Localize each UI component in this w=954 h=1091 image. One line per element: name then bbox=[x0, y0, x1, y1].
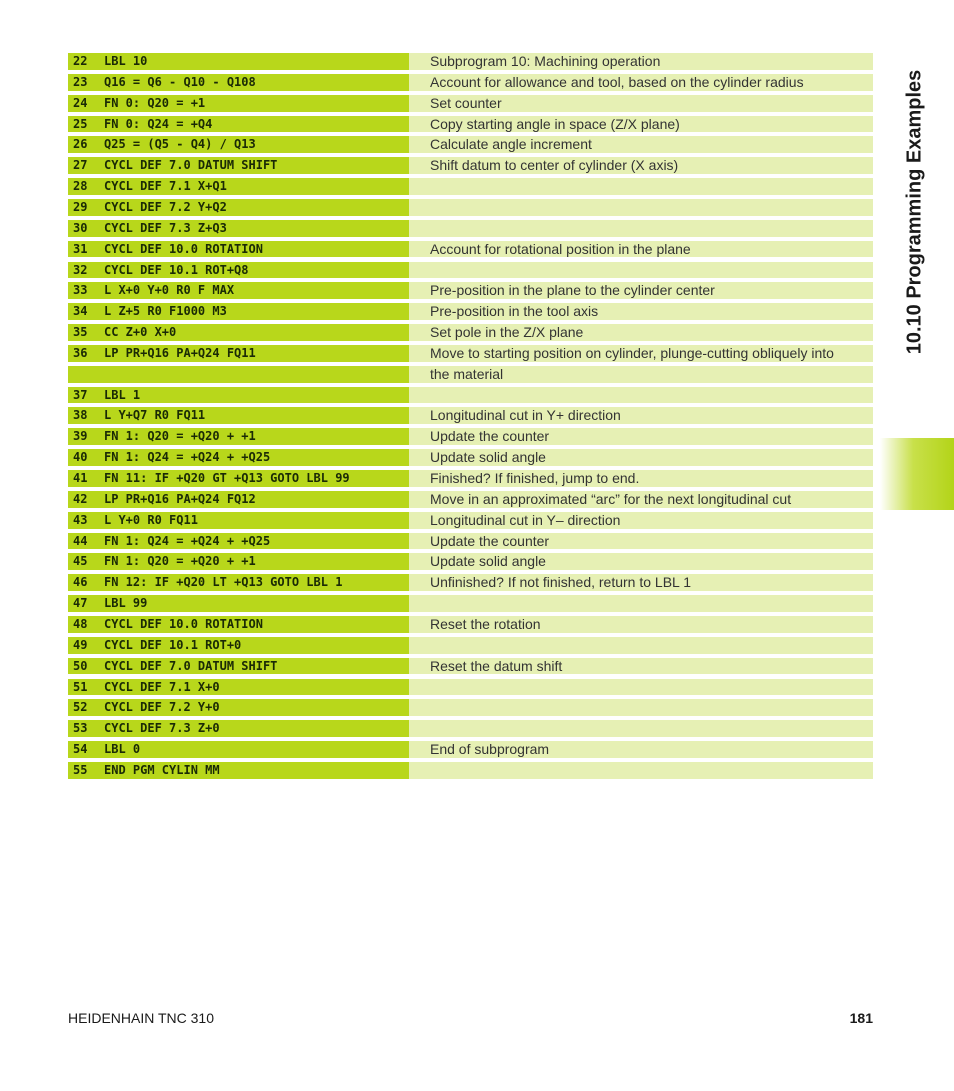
nc-code-cell bbox=[68, 533, 409, 550]
nc-block-text: LBL 10 bbox=[104, 54, 148, 68]
nc-code-cell bbox=[68, 491, 409, 508]
nc-code-cell bbox=[68, 95, 409, 112]
nc-block-text: FN 1: Q24 = +Q24 + +Q25 bbox=[104, 533, 271, 548]
nc-block-text: LBL 99 bbox=[104, 596, 148, 611]
description-text: Move in an approximated “arc” for the next longitudinal cut bbox=[430, 490, 792, 507]
description-cell bbox=[409, 449, 873, 466]
line-number: 34 bbox=[73, 304, 88, 319]
nc-code-cell bbox=[68, 720, 409, 737]
nc-block-text: CYCL DEF 7.1 X+0 bbox=[104, 679, 220, 694]
nc-code-cell bbox=[68, 595, 409, 612]
nc-block-text: CYCL DEF 7.3 Z+Q3 bbox=[104, 220, 227, 235]
program-line bbox=[68, 741, 873, 758]
nc-block-text: CYCL DEF 7.2 Y+Q2 bbox=[104, 199, 227, 214]
description-cell bbox=[409, 199, 873, 216]
program-line bbox=[68, 407, 873, 424]
nc-code-cell bbox=[68, 262, 409, 279]
description-cell bbox=[409, 303, 873, 320]
page-number: 181 bbox=[849, 1010, 873, 1026]
nc-block-text: FN 12: IF +Q20 LT +Q13 GOTO LBL 1 bbox=[104, 575, 343, 590]
program-line bbox=[68, 95, 873, 112]
description-text: Account for rotational position in the plane bbox=[430, 240, 691, 257]
program-line bbox=[68, 553, 873, 570]
description-cell bbox=[409, 512, 873, 529]
program-line bbox=[68, 637, 873, 654]
nc-block-text: FN 1: Q20 = +Q20 + +1 bbox=[104, 554, 256, 569]
line-number: 43 bbox=[73, 512, 88, 527]
program-line bbox=[68, 449, 873, 466]
nc-block-text: Q25 = (Q5 - Q4) / Q13 bbox=[104, 137, 256, 152]
program-line bbox=[68, 574, 873, 591]
nc-block-text: FN 1: Q24 = +Q24 + +Q25 bbox=[104, 450, 271, 465]
line-number: 22 bbox=[73, 54, 88, 68]
nc-code-cell bbox=[68, 116, 409, 133]
line-number: 30 bbox=[73, 220, 88, 235]
line-number: 24 bbox=[73, 95, 88, 110]
description-text: the material bbox=[430, 365, 504, 382]
description-text: Reset the datum shift bbox=[430, 657, 563, 674]
description-cell bbox=[409, 116, 873, 133]
section-title bbox=[895, 52, 935, 372]
description-cell bbox=[409, 366, 873, 383]
line-number: 47 bbox=[73, 596, 88, 611]
nc-block-text: CYCL DEF 7.0 DATUM SHIFT bbox=[104, 658, 278, 673]
nc-code-cell bbox=[68, 616, 409, 633]
nc-block-text: CYCL DEF 7.1 X+Q1 bbox=[104, 179, 227, 194]
line-number: 23 bbox=[73, 74, 88, 89]
nc-block-text: FN 11: IF +Q20 GT +Q13 GOTO LBL 99 bbox=[104, 471, 350, 485]
description-cell bbox=[409, 95, 873, 112]
description-cell bbox=[409, 178, 873, 195]
description-cell bbox=[409, 53, 873, 70]
program-line bbox=[68, 324, 873, 341]
description-text: Update solid angle bbox=[430, 449, 546, 466]
line-number: 51 bbox=[73, 679, 88, 694]
nc-code-cell bbox=[68, 679, 409, 696]
description-cell bbox=[409, 220, 873, 237]
description-cell bbox=[409, 241, 873, 258]
nc-block-text: END PGM CYLIN MM bbox=[104, 762, 220, 777]
line-number: 44 bbox=[73, 533, 88, 548]
description-cell bbox=[409, 157, 873, 174]
program-line bbox=[68, 658, 873, 675]
program-line bbox=[68, 282, 873, 299]
nc-block-text: CYCL DEF 7.0 DATUM SHIFT bbox=[104, 158, 278, 173]
description-cell bbox=[409, 637, 873, 654]
line-number: 50 bbox=[73, 658, 88, 673]
description-cell bbox=[409, 282, 873, 299]
nc-code-cell bbox=[68, 178, 409, 195]
description-cell bbox=[409, 658, 873, 675]
section-tab-marker bbox=[880, 438, 954, 510]
nc-code-cell bbox=[68, 199, 409, 216]
program-line bbox=[68, 762, 873, 779]
nc-block-text: Q16 = Q6 - Q10 - Q108 bbox=[104, 74, 256, 89]
description-cell bbox=[409, 595, 873, 612]
nc-block-text: LP PR+Q16 PA+Q24 FQ12 bbox=[104, 491, 256, 506]
description-text: End of subprogram bbox=[430, 741, 550, 758]
description-text: Pre-position in the tool axis bbox=[430, 303, 599, 320]
program-line bbox=[68, 595, 873, 612]
description-cell bbox=[409, 741, 873, 758]
description-cell bbox=[409, 407, 873, 424]
nc-code-cell bbox=[68, 157, 409, 174]
line-number: 35 bbox=[73, 325, 88, 340]
description-text: Move to starting position on cylinder, plunge-cutting obliquely into bbox=[430, 344, 834, 361]
line-number: 37 bbox=[73, 387, 88, 402]
nc-code-cell bbox=[68, 53, 409, 70]
description-cell bbox=[409, 262, 873, 279]
nc-block-text: CYCL DEF 10.0 ROTATION bbox=[104, 241, 263, 256]
program-line bbox=[68, 470, 873, 487]
description-text: Subprogram 10: Machining operation bbox=[430, 53, 661, 69]
line-number: 52 bbox=[73, 700, 88, 715]
nc-code-cell bbox=[68, 136, 409, 153]
description-text: Finished? If finished, jump to end. bbox=[430, 470, 640, 486]
program-line bbox=[68, 116, 873, 133]
line-number: 48 bbox=[73, 616, 88, 631]
description-text: Shift datum to center of cylinder (X axis) bbox=[430, 157, 679, 174]
line-number: 31 bbox=[73, 241, 88, 256]
line-number: 28 bbox=[73, 179, 88, 194]
nc-block-text: FN 1: Q20 = +Q20 + +1 bbox=[104, 429, 256, 444]
description-text: Pre-position in the plane to the cylinder center bbox=[430, 282, 715, 299]
description-cell bbox=[409, 345, 873, 362]
program-line bbox=[68, 679, 873, 696]
description-text: Copy starting angle in space (Z/X plane) bbox=[430, 115, 680, 132]
nc-code-cell bbox=[68, 553, 409, 570]
description-text: Unfinished? If not finished, return to LBL 1 bbox=[430, 574, 691, 591]
line-number: 40 bbox=[73, 450, 88, 465]
description-cell bbox=[409, 324, 873, 341]
line-number: 25 bbox=[73, 116, 88, 131]
nc-code-cell bbox=[68, 407, 409, 424]
nc-code-cell bbox=[68, 387, 409, 404]
line-number: 27 bbox=[73, 158, 88, 173]
nc-block-text: FN 0: Q24 = +Q4 bbox=[104, 116, 213, 131]
description-text: Update solid angle bbox=[430, 553, 546, 570]
nc-code-cell bbox=[68, 324, 409, 341]
program-line bbox=[68, 720, 873, 737]
nc-code-cell bbox=[68, 699, 409, 716]
program-line bbox=[68, 387, 873, 404]
line-number: 41 bbox=[73, 471, 88, 485]
line-number: 46 bbox=[73, 575, 88, 590]
description-cell bbox=[409, 428, 873, 445]
nc-block-text: CYCL DEF 7.3 Z+0 bbox=[104, 721, 220, 736]
nc-block-text: LP PR+Q16 PA+Q24 FQ11 bbox=[104, 345, 256, 360]
nc-code-cell bbox=[68, 345, 409, 362]
program-line bbox=[68, 345, 873, 362]
program-line bbox=[68, 699, 873, 716]
description-text: Longitudinal cut in Y– direction bbox=[430, 511, 621, 528]
program-line bbox=[68, 512, 873, 529]
description-cell bbox=[409, 74, 873, 91]
description-cell bbox=[409, 470, 873, 487]
description-cell bbox=[409, 533, 873, 550]
nc-code-cell bbox=[68, 762, 409, 779]
program-line bbox=[68, 303, 873, 320]
description-cell bbox=[409, 699, 873, 716]
nc-code-cell bbox=[68, 366, 409, 383]
nc-block-text: FN 0: Q20 = +1 bbox=[104, 95, 206, 110]
line-number: 55 bbox=[73, 762, 88, 777]
nc-block-text: L Z+5 R0 F1000 M3 bbox=[104, 304, 227, 319]
description-cell bbox=[409, 574, 873, 591]
nc-block-text: L Y+Q7 R0 FQ11 bbox=[104, 408, 206, 423]
description-text: Account for allowance and tool, based on the cylinder radius bbox=[430, 73, 804, 90]
nc-code-cell bbox=[68, 741, 409, 758]
program-line bbox=[68, 262, 873, 279]
line-number: 39 bbox=[73, 429, 88, 444]
program-line bbox=[68, 533, 873, 550]
line-number: 49 bbox=[73, 637, 88, 652]
line-number: 42 bbox=[73, 491, 88, 506]
program-line bbox=[68, 157, 873, 174]
line-number: 54 bbox=[73, 742, 88, 757]
nc-block-text: L Y+0 R0 FQ11 bbox=[104, 512, 198, 527]
line-number: 38 bbox=[73, 408, 88, 423]
program-line bbox=[68, 428, 873, 445]
line-number: 33 bbox=[73, 283, 88, 298]
description-text: Longitudinal cut in Y+ direction bbox=[430, 407, 621, 424]
nc-block-text: L X+0 Y+0 R0 F MAX bbox=[104, 283, 235, 298]
nc-code-cell bbox=[68, 574, 409, 591]
footer-product: HEIDENHAIN TNC 310 bbox=[68, 1010, 215, 1026]
nc-code-cell bbox=[68, 449, 409, 466]
nc-code-cell bbox=[68, 470, 409, 487]
description-cell bbox=[409, 762, 873, 779]
program-line bbox=[68, 199, 873, 216]
program-line bbox=[68, 220, 873, 237]
nc-block-text: LBL 1 bbox=[104, 387, 141, 402]
nc-block-text: CYCL DEF 10.0 ROTATION bbox=[104, 616, 263, 631]
nc-code-cell bbox=[68, 282, 409, 299]
program-line bbox=[68, 74, 873, 91]
nc-block-text: CYCL DEF 10.1 ROT+Q8 bbox=[104, 262, 249, 277]
program-line bbox=[68, 366, 873, 383]
description-text: Update the counter bbox=[430, 428, 550, 445]
program-line bbox=[68, 178, 873, 195]
description-cell bbox=[409, 387, 873, 404]
description-cell bbox=[409, 553, 873, 570]
program-line bbox=[68, 53, 873, 70]
line-number: 32 bbox=[73, 262, 88, 277]
program-line bbox=[68, 241, 873, 258]
program-line bbox=[68, 491, 873, 508]
description-text: Calculate angle increment bbox=[430, 136, 592, 153]
nc-code-cell bbox=[68, 637, 409, 654]
line-number: 53 bbox=[73, 721, 88, 736]
nc-code-cell bbox=[68, 658, 409, 675]
description-text: Update the counter bbox=[430, 532, 550, 549]
program-line bbox=[68, 616, 873, 633]
nc-block-text: CC Z+0 X+0 bbox=[104, 325, 177, 340]
nc-code-cell bbox=[68, 512, 409, 529]
line-number: 29 bbox=[73, 199, 88, 214]
section-title-text: 10.10 Programming Examples bbox=[903, 69, 926, 355]
description-cell bbox=[409, 720, 873, 737]
description-cell bbox=[409, 491, 873, 508]
nc-code-cell bbox=[68, 74, 409, 91]
nc-block-text: CYCL DEF 7.2 Y+0 bbox=[104, 700, 220, 715]
nc-code-cell bbox=[68, 220, 409, 237]
line-number: 26 bbox=[73, 137, 88, 152]
nc-code-cell bbox=[68, 241, 409, 258]
line-number: 45 bbox=[73, 554, 88, 569]
line-number: 36 bbox=[73, 345, 88, 360]
program-line bbox=[68, 136, 873, 153]
description-text: Set pole in the Z/X plane bbox=[430, 324, 584, 341]
description-cell bbox=[409, 136, 873, 153]
nc-block-text: LBL 0 bbox=[104, 742, 141, 757]
description-text: Reset the rotation bbox=[430, 615, 541, 632]
description-cell bbox=[409, 616, 873, 633]
description-cell bbox=[409, 679, 873, 696]
nc-code-cell bbox=[68, 303, 409, 320]
nc-block-text: CYCL DEF 10.1 ROT+0 bbox=[104, 637, 242, 652]
nc-code-cell bbox=[68, 428, 409, 445]
description-text: Set counter bbox=[430, 94, 502, 111]
